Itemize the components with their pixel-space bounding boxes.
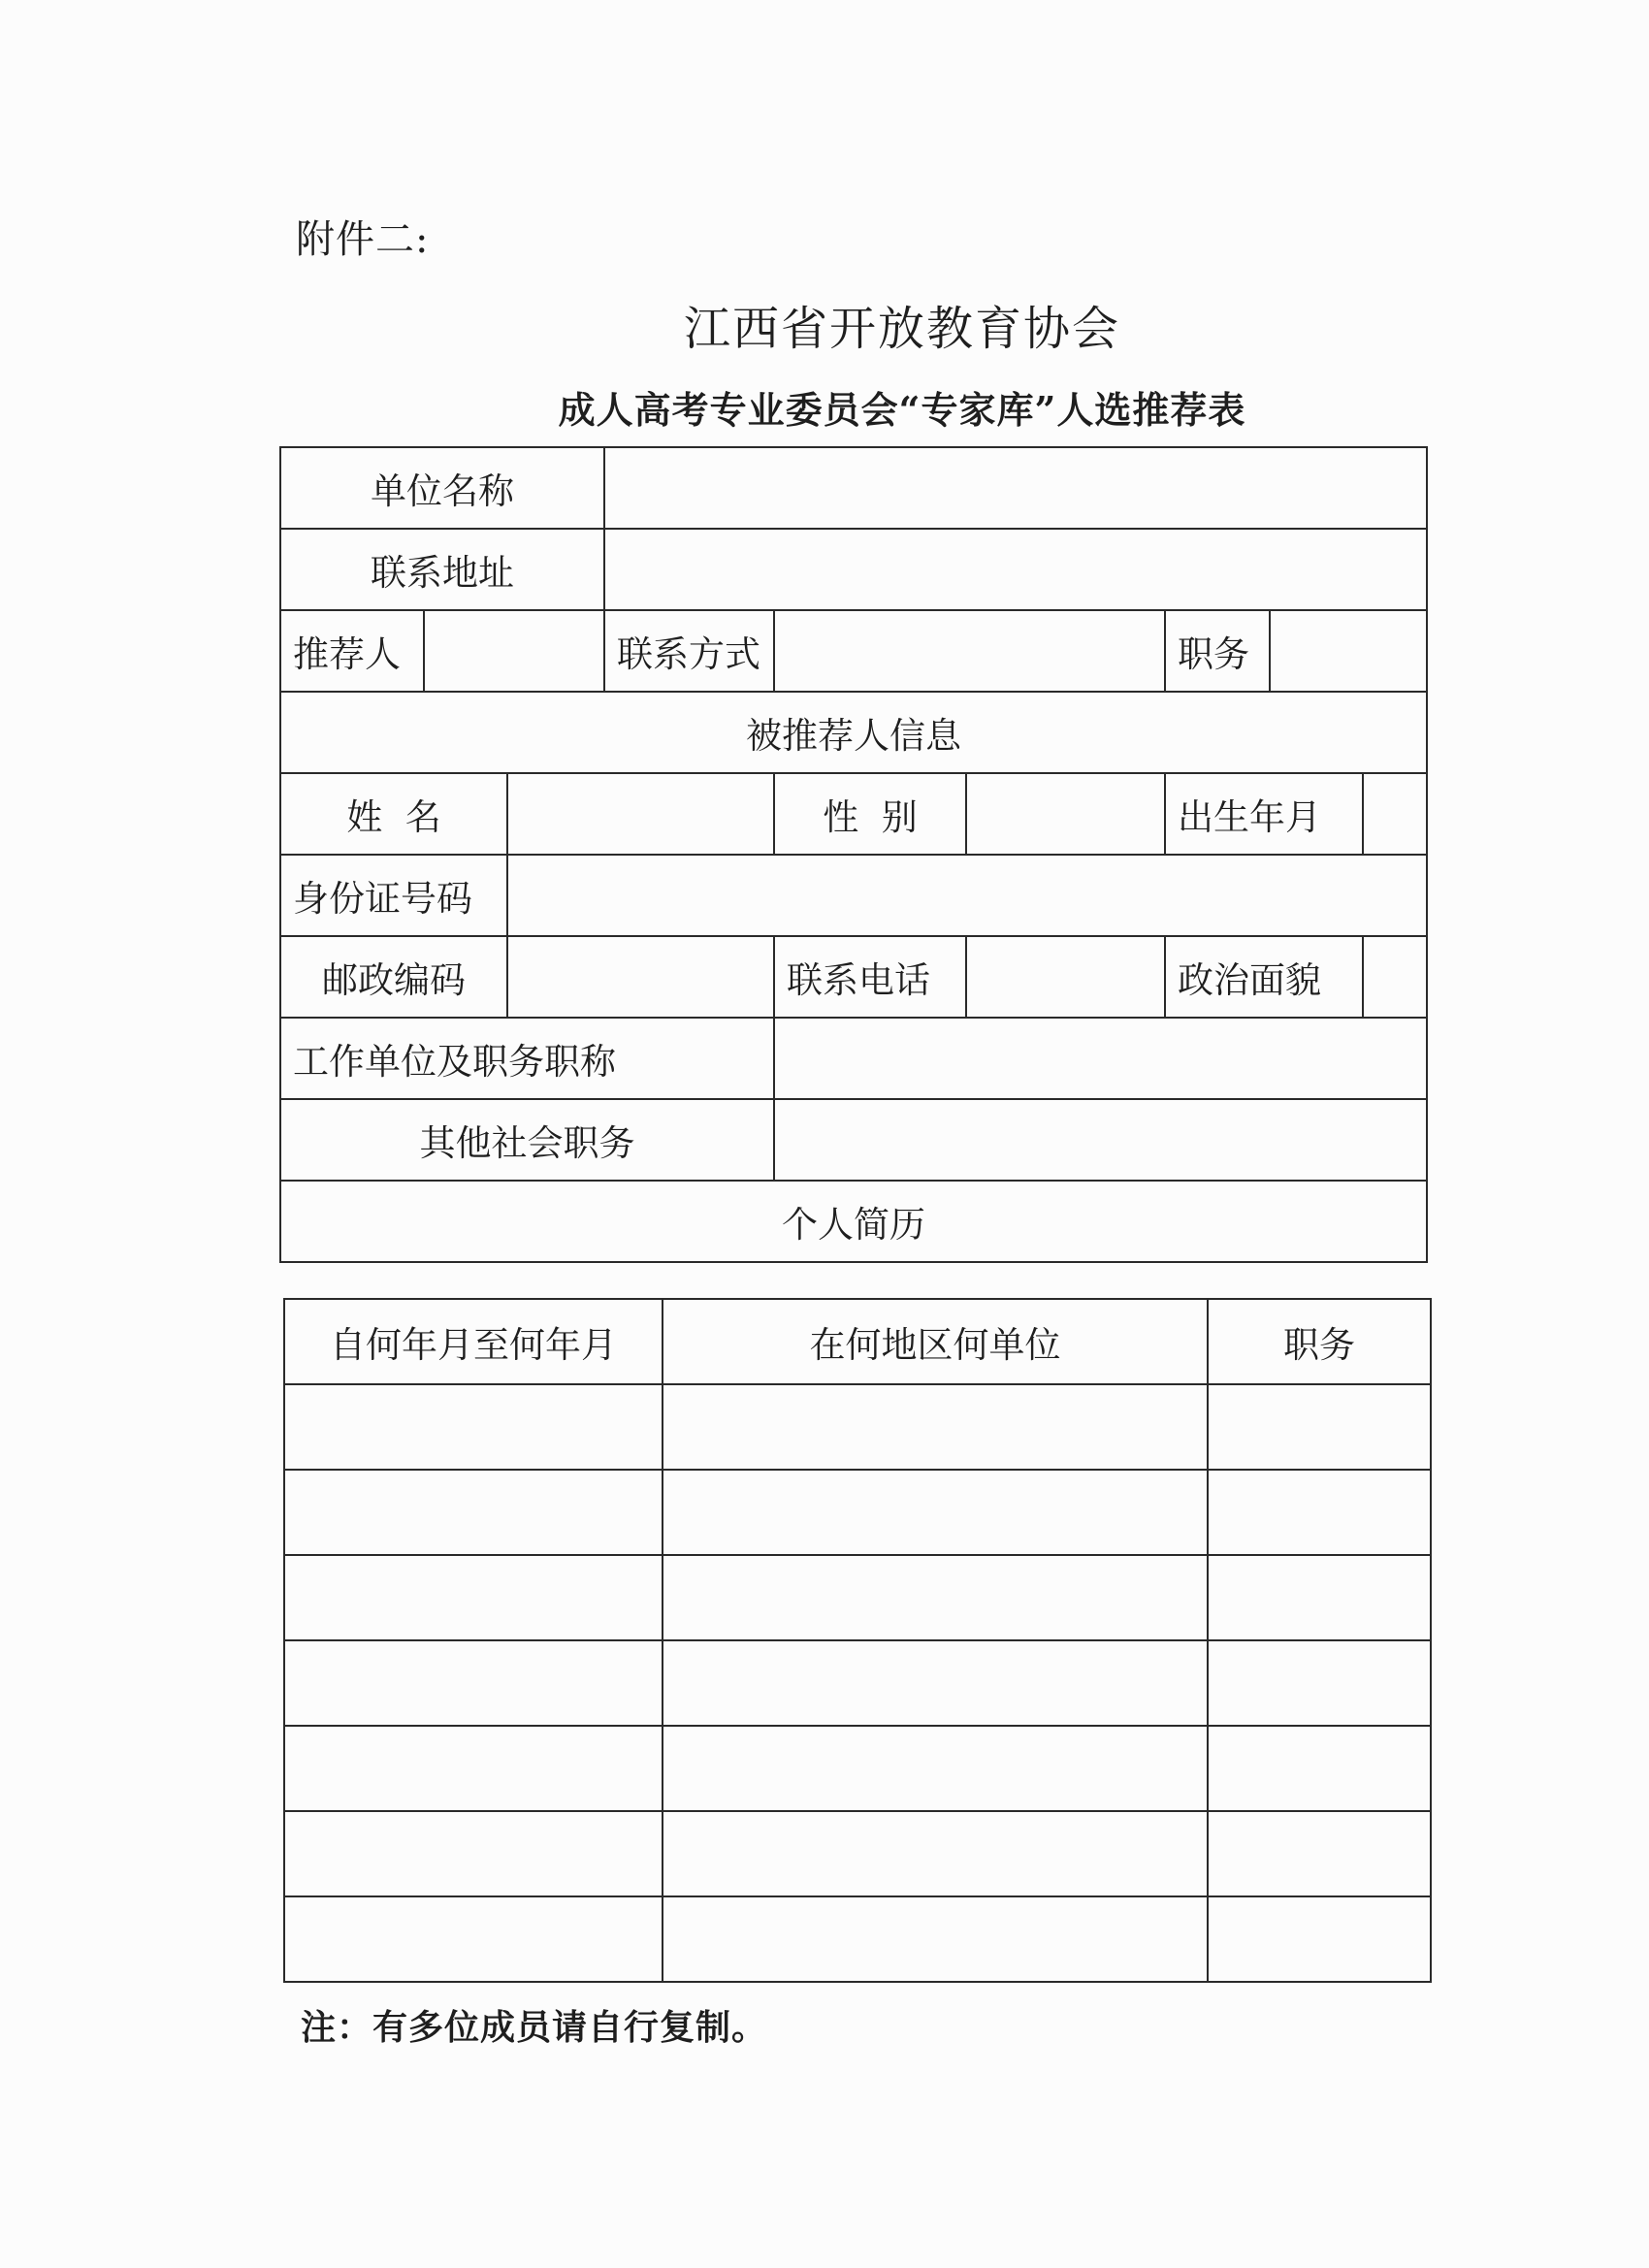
attachment-label: 附件二: <box>296 217 430 262</box>
gender-label: 性 别 <box>774 773 966 855</box>
row-id <box>280 855 1427 936</box>
resume-period-cell[interactable] <box>284 1811 663 1896</box>
footnote: 注：有多位成员请自行复制。 <box>301 2007 768 2048</box>
gender-field[interactable] <box>966 773 1165 855</box>
work-unit-label: 工作单位及职务职称 <box>280 1018 774 1099</box>
resume-unit-cell[interactable] <box>663 1470 1208 1555</box>
resume-position-cell[interactable] <box>1208 1555 1431 1640</box>
postcode-field[interactable] <box>507 936 774 1018</box>
row-name-gender-birth <box>280 773 1427 855</box>
resume-unit-cell[interactable] <box>663 1640 1208 1726</box>
phone-label: 联系电话 <box>774 936 966 1018</box>
resume-period-cell[interactable] <box>284 1555 663 1640</box>
resume-position-cell[interactable] <box>1208 1811 1431 1896</box>
recommender-field[interactable] <box>424 610 604 692</box>
birth-field[interactable] <box>1364 774 1426 854</box>
birth-label-cell <box>1165 773 1427 855</box>
resume-period-cell[interactable] <box>284 1640 663 1726</box>
contact-method-field[interactable] <box>774 610 1165 692</box>
row-resume-section <box>280 1181 1427 1262</box>
political-field[interactable] <box>1364 937 1426 1017</box>
resume-position-cell[interactable] <box>1208 1384 1431 1470</box>
resume-table <box>283 1298 1432 1983</box>
resume-row <box>284 1555 1431 1640</box>
resume-unit-cell[interactable] <box>663 1726 1208 1811</box>
resume-unit-cell[interactable] <box>663 1555 1208 1640</box>
resume-col-period: 自何年月至何年月 <box>284 1299 663 1384</box>
work-unit-field[interactable] <box>774 1018 1427 1099</box>
postcode-label: 邮政编码 <box>280 936 507 1018</box>
birth-label: 出生年月 <box>1166 774 1364 854</box>
resume-row <box>284 1896 1431 1982</box>
unit-name-label: 单位名称 <box>280 447 604 529</box>
id-label: 身份证号码 <box>280 855 507 936</box>
resume-row <box>284 1640 1431 1726</box>
document-title: 江西省开放教育协会 <box>683 302 1120 356</box>
recommendation-form <box>279 446 1428 1263</box>
resume-row <box>284 1470 1431 1555</box>
resume-position-cell[interactable] <box>1208 1640 1431 1726</box>
unit-name-field[interactable] <box>604 447 1427 529</box>
phone-field[interactable] <box>966 936 1165 1018</box>
resume-row <box>284 1384 1431 1470</box>
row-work-unit <box>280 1018 1427 1099</box>
resume-position-cell[interactable] <box>1208 1726 1431 1811</box>
resume-col-position: 职务 <box>1208 1299 1431 1384</box>
resume-period-cell[interactable] <box>284 1470 663 1555</box>
row-address <box>280 529 1427 610</box>
other-roles-label: 其他社会职务 <box>280 1099 774 1181</box>
resume-period-cell[interactable] <box>284 1896 663 1982</box>
address-field[interactable] <box>604 529 1427 610</box>
resume-row <box>284 1811 1431 1896</box>
resume-row <box>284 1726 1431 1811</box>
name-field[interactable] <box>507 773 774 855</box>
recommender-label: 推荐人 <box>280 610 424 692</box>
contact-method-label: 联系方式 <box>604 610 774 692</box>
resume-unit-cell[interactable] <box>663 1811 1208 1896</box>
name-label: 姓 名 <box>280 773 507 855</box>
political-label: 政治面貌 <box>1166 937 1364 1017</box>
resume-header-row <box>284 1299 1431 1384</box>
resume-rows <box>284 1384 1431 1982</box>
resume-section-heading: 个人简历 <box>280 1181 1427 1262</box>
resume-unit-cell[interactable] <box>663 1384 1208 1470</box>
political-label-cell <box>1165 936 1427 1018</box>
row-unit-name <box>280 447 1427 529</box>
resume-period-cell[interactable] <box>284 1384 663 1470</box>
resume-position-cell[interactable] <box>1208 1470 1431 1555</box>
id-field[interactable] <box>507 855 1427 936</box>
resume-col-unit: 在何地区何单位 <box>663 1299 1208 1384</box>
recommender-position-field[interactable] <box>1270 610 1427 692</box>
document-subtitle: 成人高考专业委员会“专家库”人选推荐表 <box>558 388 1246 432</box>
row-recommendee-section <box>280 692 1427 773</box>
recommendee-section-heading: 被推荐人信息 <box>280 692 1427 773</box>
row-recommender <box>280 610 1427 692</box>
row-other-roles <box>280 1099 1427 1181</box>
resume-position-cell[interactable] <box>1208 1896 1431 1982</box>
address-label: 联系地址 <box>280 529 604 610</box>
resume-unit-cell[interactable] <box>663 1896 1208 1982</box>
recommender-position-label: 职务 <box>1165 610 1270 692</box>
row-postcode-phone-political <box>280 936 1427 1018</box>
other-roles-field[interactable] <box>774 1099 1427 1181</box>
resume-period-cell[interactable] <box>284 1726 663 1811</box>
